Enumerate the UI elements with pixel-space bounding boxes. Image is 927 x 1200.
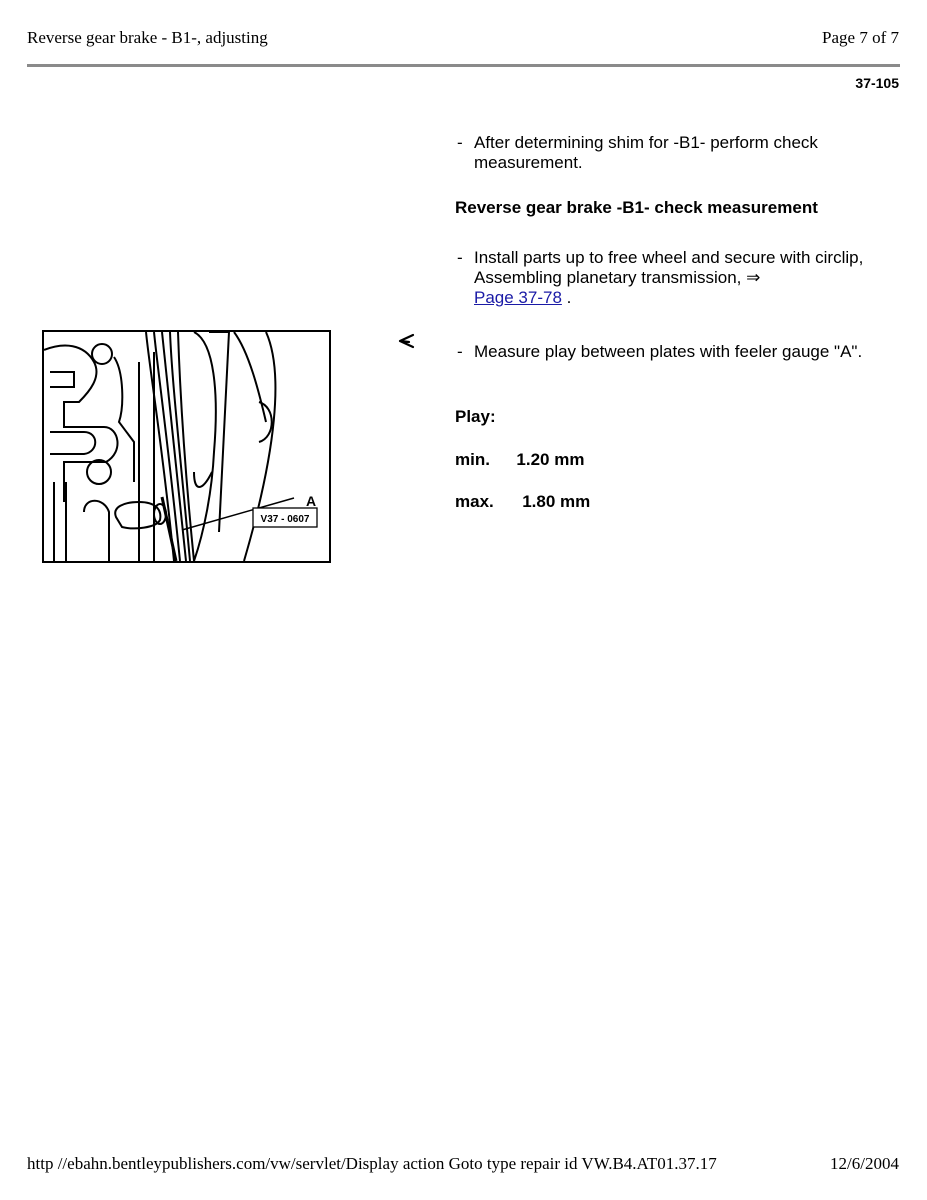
play-label: Play: <box>455 407 496 426</box>
max-play-row <box>455 492 590 512</box>
label-a: A <box>306 493 317 509</box>
step-text-container <box>474 248 867 308</box>
page-footer <box>27 1154 899 1174</box>
step-text: After determining shim for -B1- perform check measurement. <box>474 133 818 172</box>
min-play-row <box>455 450 584 470</box>
page-header-title: Reverse gear brake - B1-, adjusting <box>27 28 268 47</box>
section-heading: Reverse gear brake -B1- check measurement <box>455 198 818 217</box>
min-label: min. <box>455 450 490 469</box>
step-install-parts <box>457 248 867 308</box>
min-value: 1.20 mm <box>516 450 585 469</box>
step-measure-play <box>457 342 867 362</box>
page-37-78-link[interactable]: Page 37-78 <box>474 288 562 307</box>
max-value: 1.80 mm <box>522 492 591 511</box>
transmission-drawing <box>44 332 329 561</box>
footer-url: http //ebahn.bentleypublishers.com/vw/servlet/Display action Goto type repair id VW.B4.AT01.37.17 <box>27 1154 717 1173</box>
bullet-dash: - <box>457 248 463 267</box>
left-pointing-arrow-icon <box>398 333 416 349</box>
document-number: 37-105 <box>855 75 899 91</box>
page-indicator: Page 7 of 7 <box>822 28 899 47</box>
header-divider <box>27 64 900 67</box>
bullet-dash: - <box>457 342 463 361</box>
step-text: Install parts up to free wheel and secure with circlip, Assembling planetary transmission, ⇒ <box>474 248 864 287</box>
step-text: Measure play between plates with feeler gauge "A". <box>474 342 863 361</box>
feeler-gauge-illustration <box>42 330 331 563</box>
max-label: max. <box>455 492 494 511</box>
step-check-measurement <box>457 133 867 173</box>
figure-code: V37 - 0607 <box>260 514 310 525</box>
bullet-dash: - <box>457 133 463 152</box>
footer-date: 12/6/2004 <box>830 1154 899 1173</box>
step-text-suffix: . <box>561 288 572 307</box>
